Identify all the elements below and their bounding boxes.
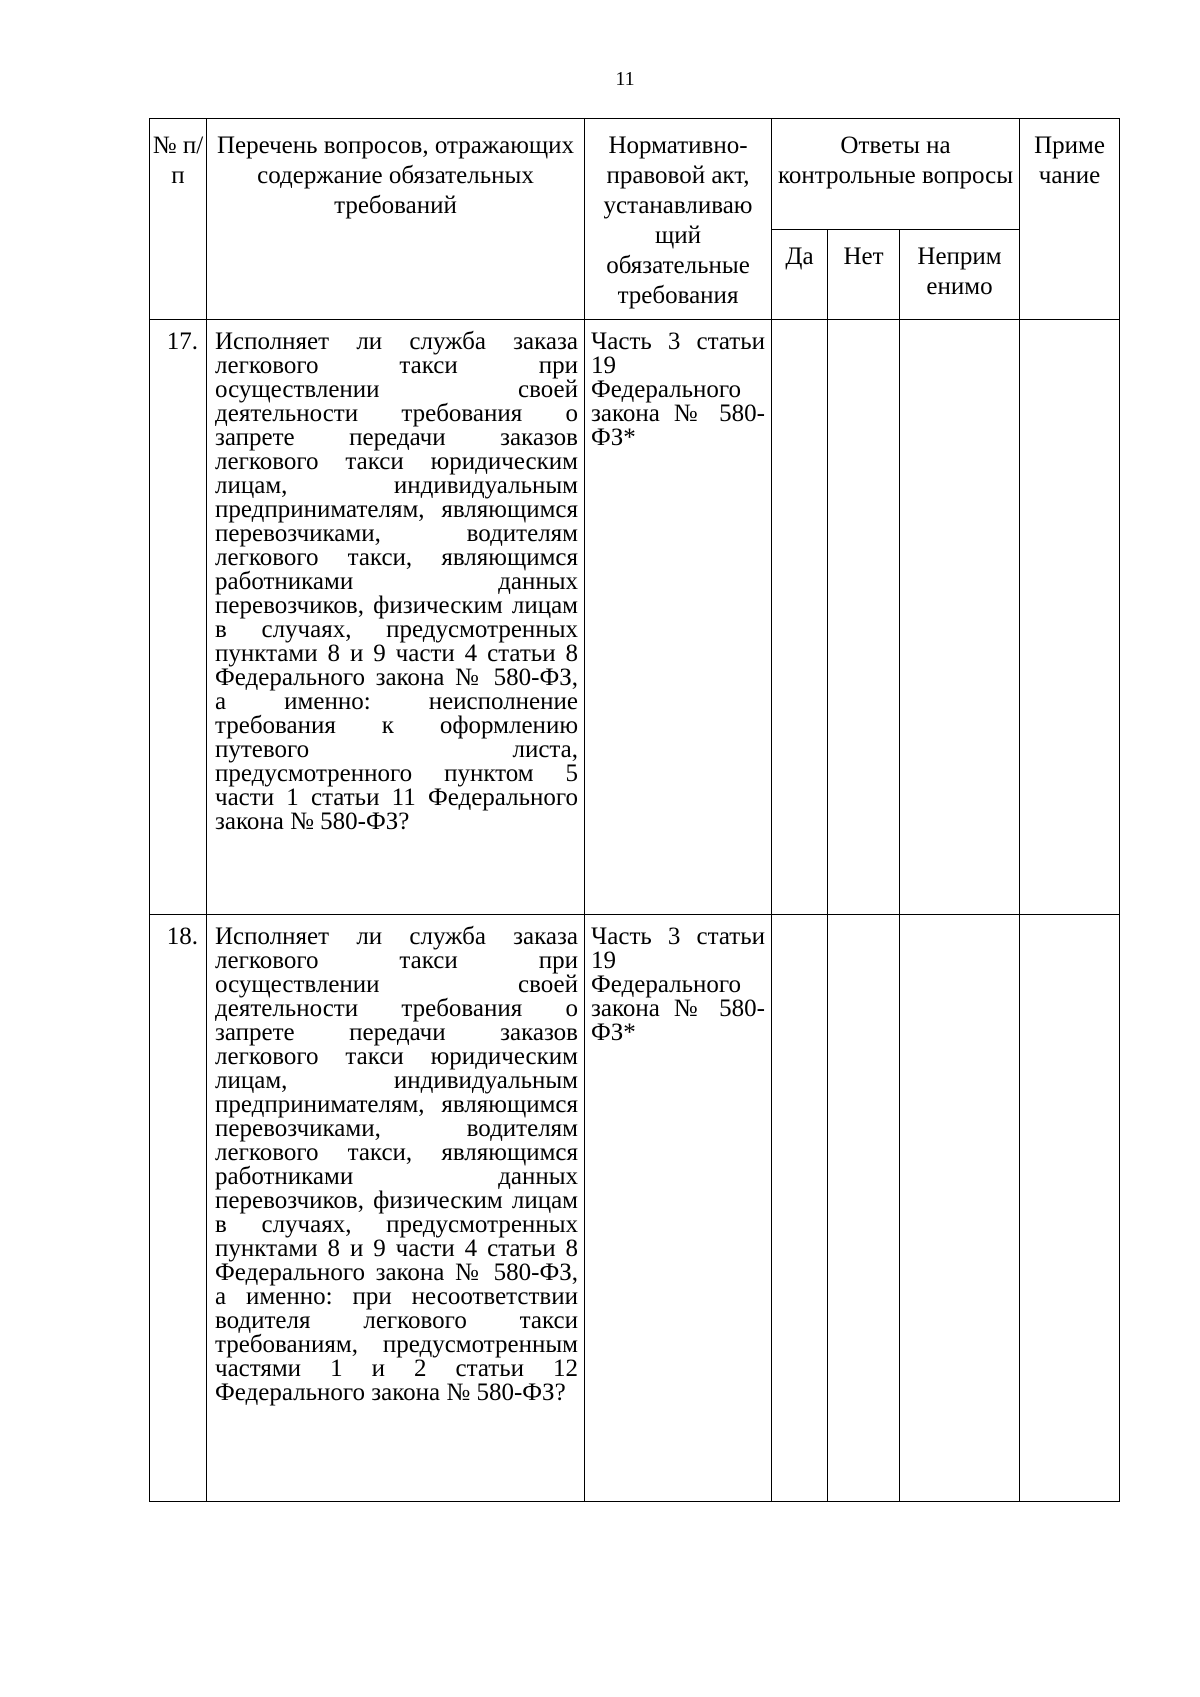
page-number: 11 (615, 68, 635, 90)
row-question: Исполняет ли служба заказа легкового такси при осуществлении своей деятельности требования о запрете передачи заказов легкового такси юридическим лицам, индивидуальным предпринимателям, являющимся перевозчиками, водителям легкового такси, являющимся работниками данных перевозчиков, физическим лицам в случаях, предусмотренных пунктами 8 и 9 части 4 статьи 8 Федерального закона № 580-ФЗ, а именно: неисполнение требования к оформлению путевого листа, предусмотренного пунктом 5 части 1 статьи 11 Федерального закона № 580-ФЗ? (207, 320, 585, 915)
row-number: 18. (150, 915, 207, 1502)
header-act: Нормативно-правовой акт, устанавливаю щий обязательные требования (585, 119, 772, 320)
note-cell[interactable] (1020, 320, 1120, 915)
answer-yes-cell[interactable] (772, 915, 828, 1502)
answer-yes-cell[interactable] (772, 320, 828, 915)
header-no: Нет (828, 230, 900, 320)
answer-no-cell[interactable] (828, 320, 900, 915)
header-answers: Ответы на контрольные вопросы (772, 119, 1020, 230)
table-row (150, 915, 1120, 1502)
header-questions: Перечень вопросов, отражающих содержание обязательных требований (207, 119, 585, 320)
row-act: Часть 3 статьи 19 Федерального закона № 580-ФЗ* (585, 915, 772, 1502)
table-row (150, 320, 1120, 915)
header-num: № п/п (150, 119, 207, 320)
checklist-table (149, 118, 1120, 1502)
row-number: 17. (150, 320, 207, 915)
row-question: Исполняет ли служба заказа легкового такси при осуществлении своей деятельности требования о запрете передачи заказов легкового такси юридическим лицам, индивидуальным предпринимателям, являющимся перевозчиками, водителям легкового такси, являющимся работниками данных перевозчиков, физическим лицам в случаях, предусмотренных пунктами 8 и 9 части 4 статьи 8 Федерального закона № 580-ФЗ, а именно: при несоответствии водителя легкового такси требованиям, предусмотренным частями 1 и 2 статьи 12 Федерального закона № 580-ФЗ? (207, 915, 585, 1502)
header-yes: Да (772, 230, 828, 320)
header-na: Неприм енимо (900, 230, 1020, 320)
row-act: Часть 3 статьи 19 Федерального закона № 580-ФЗ* (585, 320, 772, 915)
answer-na-cell[interactable] (900, 915, 1020, 1502)
header-note: Приме чание (1020, 119, 1120, 320)
note-cell[interactable] (1020, 915, 1120, 1502)
answer-no-cell[interactable] (828, 915, 900, 1502)
header-row (150, 119, 1120, 230)
answer-na-cell[interactable] (900, 320, 1020, 915)
